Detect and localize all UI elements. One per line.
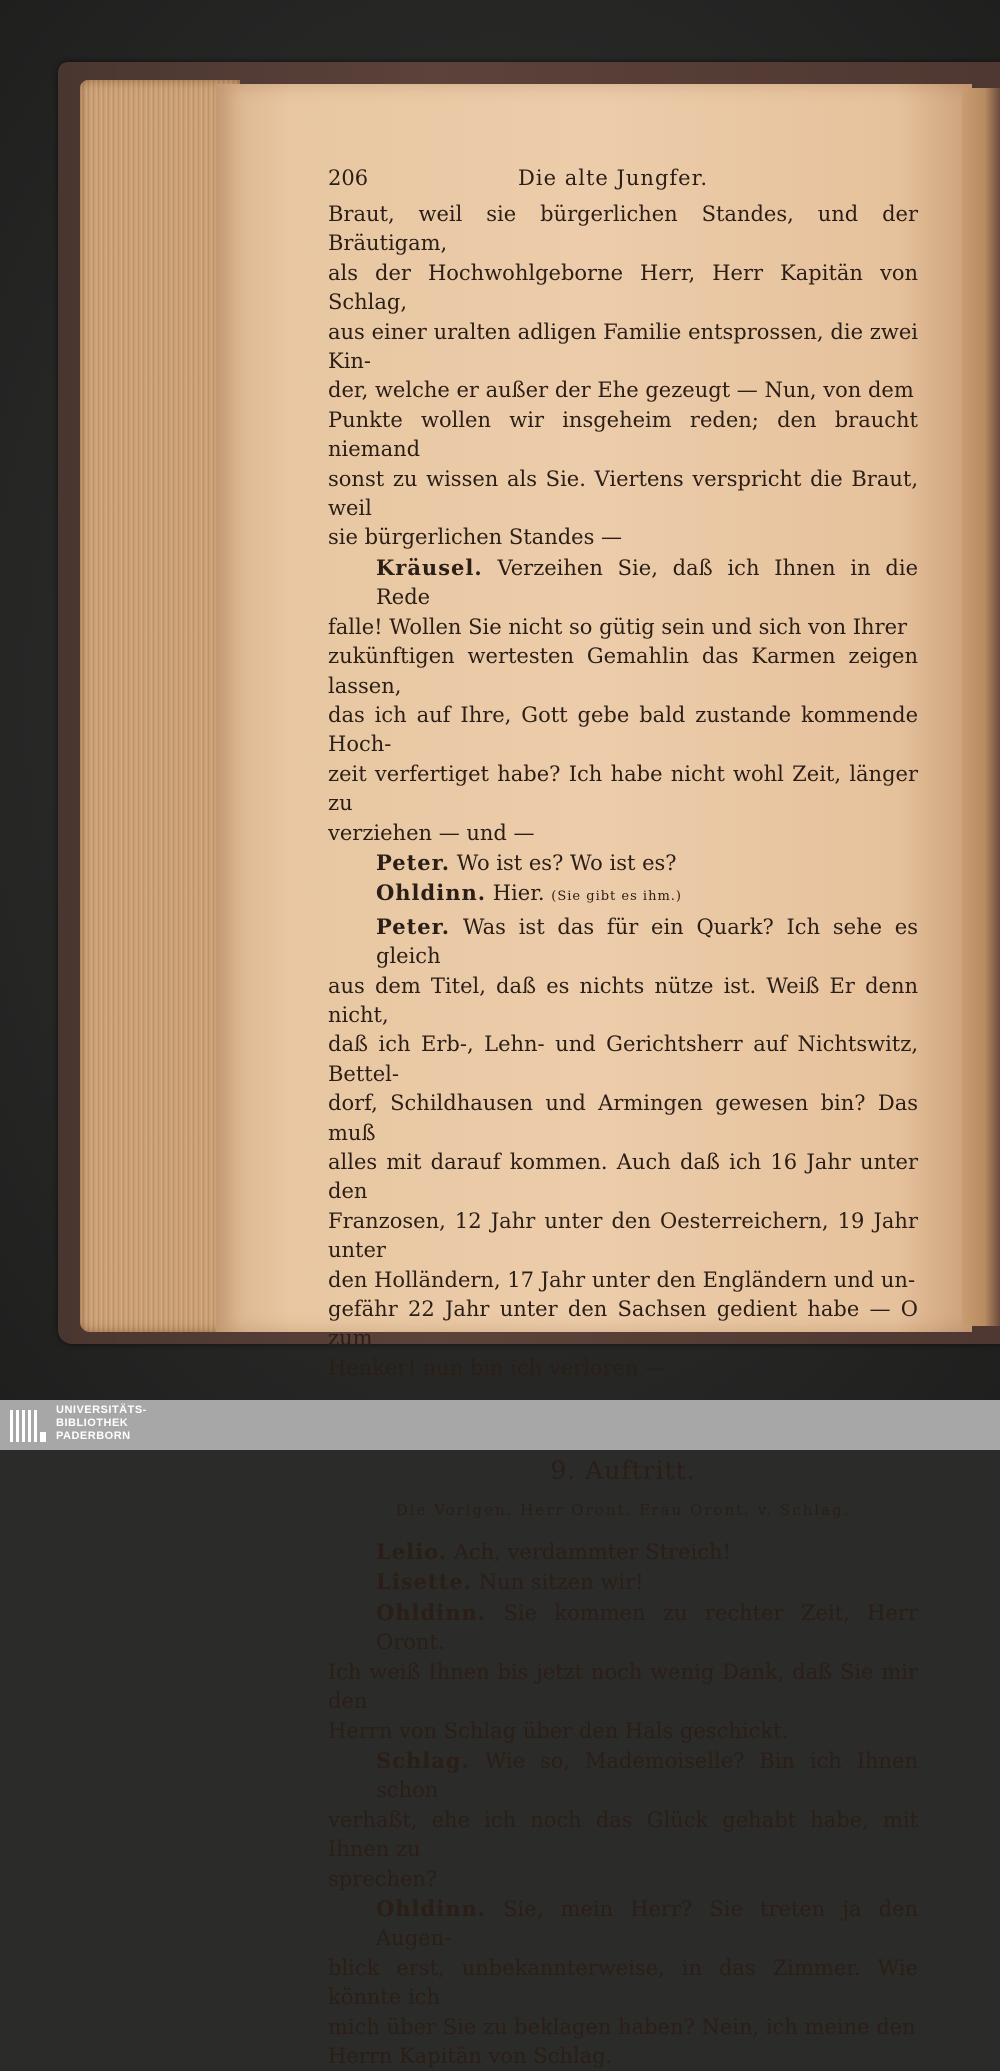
speaker-name: Ohldinn. — [376, 880, 487, 906]
text-line: alles mit darauf kommen. Auch daß ich 16 Jahr unter den — [328, 1150, 918, 1204]
speech-peter — [328, 912, 918, 1384]
text-line: verhaßt, ehe ich noch das Glück gehabt habe, mit Ihnen zu — [328, 1807, 918, 1862]
text-line: sie bürgerlichen Standes — — [328, 525, 623, 550]
text-line: Wo ist es? Wo ist es? — [456, 850, 677, 875]
text-line: Verzeihen Sie, daß ich Ihnen in die Rede — [376, 555, 918, 610]
speech-ohldinn — [328, 878, 918, 911]
library-footer — [0, 1400, 1000, 1450]
speech-kraeusel — [328, 553, 918, 848]
text-line: sprechen? — [328, 1866, 438, 1891]
text-line: den Holländern, 17 Jahr unter den Engländern und un- — [328, 1267, 916, 1292]
text-line: sonst zu wissen als Sie. Viertens verspricht die Braut, weil — [328, 466, 918, 521]
text-line: Ich weiß Ihnen bis jetzt noch wenig Dank, daß Sie mir den — [328, 1659, 918, 1714]
speaker-name: Ohldinn. — [376, 1895, 487, 1921]
paragraph-continuation — [328, 200, 918, 553]
speaker-name: Lisette. — [376, 1569, 472, 1595]
right-page-edge — [962, 88, 1000, 1326]
speaker-name: Kräusel. — [376, 554, 483, 580]
text-line: verziehen — und — — [328, 820, 535, 845]
speaker-name: Lelio. — [376, 1539, 448, 1565]
text-line: zukünftigen wertesten Gemahlin das Karmen zeigen lassen, — [328, 644, 918, 698]
text-line: Hier. — [492, 881, 545, 906]
text-line: Henker! nun bin ich verloren — — [328, 1355, 667, 1380]
speech-ohldinn — [328, 1894, 918, 2071]
running-title: Die alte Jungfer. — [518, 166, 708, 190]
text-line: blick erst, unbekannterweise, in das Zimmer. Wie könnte ich — [328, 1955, 918, 2010]
speech-lelio — [328, 1537, 918, 1567]
text-line: das ich auf Ihre, Gott gebe bald zustande kommende Hoch- — [328, 702, 918, 757]
text-line: Sie, mein Herr? Sie treten ja den Augen- — [376, 1896, 918, 1951]
running-header — [328, 164, 918, 200]
text-line: daß ich Erb-, Lehn- und Gerichtsherr auf Nichtswitz, Bettel- — [328, 1032, 918, 1086]
text-line: Sie kommen zu rechter Zeit, Herr Oront. — [376, 1600, 919, 1655]
text-line: als der Hochwohlgeborne Herr, Herr Kapitän von Schlag, — [328, 260, 918, 315]
speaker-name: Schlag. — [376, 1747, 470, 1773]
text-line: der, welche er außer der Ehe gezeugt — Nun, von dem — [328, 378, 914, 403]
scene-title: 9. Auftritt. — [550, 1456, 696, 1486]
stage-direction: (Sie gibt es ihm.) — [551, 889, 682, 905]
text-line: falle! Wollen Sie nicht so gütig sein und sich von Ihrer — [328, 614, 908, 639]
speaker-name: Peter. — [376, 849, 451, 875]
text-line: Braut, weil sie bürgerlichen Standes, und der Bräutigam, — [328, 202, 918, 256]
page-text — [328, 164, 918, 2071]
text-line: dorf, Schildhausen und Armingen gewesen bin? Das muß — [328, 1091, 918, 1145]
text-line: Wie so, Mademoiselle? Bin ich Ihnen schon — [376, 1748, 918, 1803]
text-line: gefähr 22 Jahr unter den Sachsen gedient habe — O zum — [328, 1297, 918, 1351]
scene-cast: Die Vorigen. Herr Oront. Frau Oront. v. Schlag. — [395, 1500, 851, 1519]
text-line: aus einer uralten adligen Familie entsprossen, die zwei Kin- — [328, 319, 918, 374]
text-line: zeit verfertiget habe? Ich habe nicht wohl Zeit, länger zu — [328, 761, 918, 816]
text-line: aus dem Titel, daß es nichts nütze ist. Weiß Er denn nicht, — [328, 973, 918, 1027]
text-line: Franzosen, 12 Jahr unter den Oesterreichern, 19 Jahr unter — [328, 1208, 918, 1263]
page-number: 206 — [328, 166, 369, 190]
speaker-name: Peter. — [376, 913, 451, 939]
speech-lisette — [328, 1567, 918, 1597]
text-line: Ach, verdammter Streich! — [453, 1540, 731, 1565]
text-line: Punkte wollen wir insgeheim reden; den braucht niemand — [328, 407, 918, 462]
speech-ohldinn — [328, 1598, 918, 1746]
library-logo-icon — [8, 1406, 48, 1446]
library-name: UNIVERSITÄTS- BIBLIOTHEK PADERBORN — [56, 1404, 147, 1442]
text-line: Herrn von Schlag über den Hals geschickt. — [328, 1718, 789, 1743]
text-line: mich über Sie zu beklagen haben? Nein, ich meine den — [328, 2014, 916, 2039]
speech-peter — [328, 848, 918, 878]
text-line: Nun sitzen wir! — [478, 1570, 644, 1595]
speaker-name: Ohldinn. — [376, 1599, 487, 1625]
text-line: Herrn Kapitän von Schlag. — [328, 2043, 613, 2068]
speech-schlag — [328, 1746, 918, 1894]
text-line: Was ist das für ein Quark? Ich sehe es gleich — [376, 914, 918, 969]
